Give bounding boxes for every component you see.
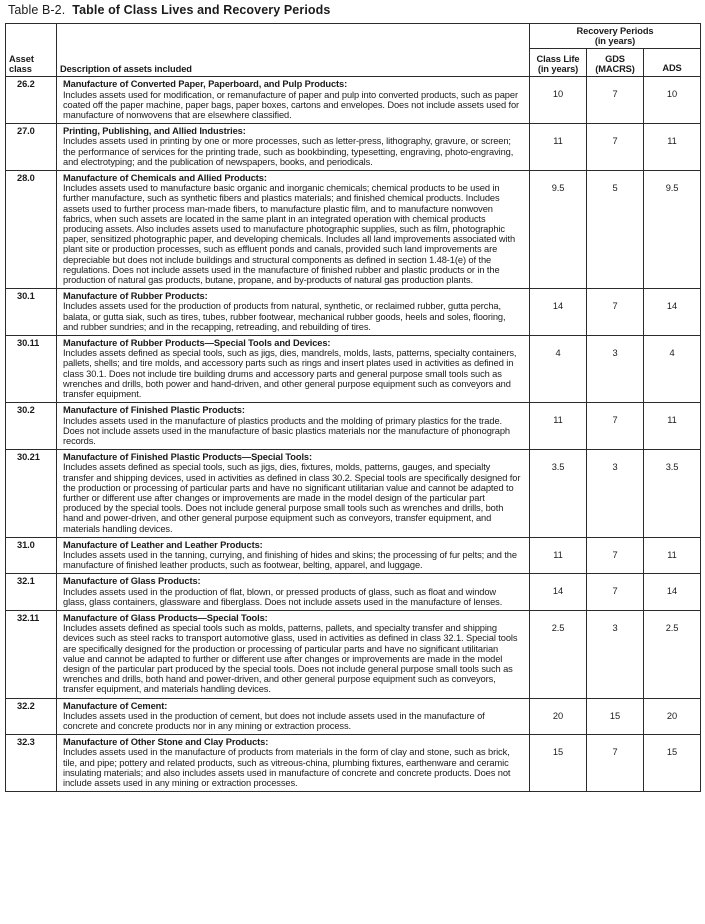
gds-value-cell: 5 <box>587 171 644 289</box>
table-row <box>6 336 701 403</box>
asset-category-title: Manufacture of Leather and Leather Products: <box>63 539 263 550</box>
table-row <box>6 698 701 735</box>
gds-value-cell: 15 <box>587 698 644 735</box>
ads-value-cell: 3.5 <box>644 450 701 538</box>
asset-description-text: Includes assets defined as special tools, such as jigs, dies, fixtures, molds, patterns, gauges, and specialty transfer and shipping devices, used in activities as defined in class 30.2. Special tools are specifically designed for the production or processing of particular parts and have no significant utilitarian value and cannot be adapted to further or different use after changes or improvements are made in the model design of the particular part produced by the special tools. Does not include general purpose small tools such as wrenches and drills, both hand and power-driven, and other general purpose equipment such as conveyors, transfer equipment, and materials handling devices. <box>63 462 521 534</box>
class-life-value-cell: 11 <box>530 403 587 450</box>
col-header-asset-class: Asset class <box>6 24 57 77</box>
gds-value-cell: 7 <box>587 574 644 611</box>
table-number-label: Table B-2. <box>8 3 66 17</box>
asset-category-title: Manufacture of Rubber Products: <box>63 291 208 302</box>
description-cell <box>57 171 530 289</box>
asset-category-title: Manufacture of Other Stone and Clay Products: <box>63 737 269 748</box>
ads-value-cell: 10 <box>644 77 701 124</box>
class-life-value-cell: 14 <box>530 289 587 336</box>
class-life-value-cell: 15 <box>530 735 587 792</box>
class-life-line2: (in years) <box>537 64 579 75</box>
ads-value-cell: 11 <box>644 537 701 574</box>
table-row <box>6 403 701 450</box>
asset-description-text: Includes assets used to manufacture basic organic and inorganic chemicals; chemical products to be used in further manufacture, such as synthetic fibers and plastics materials; and finished chemical products. Includes assets used to further process man-made fibers, to manufacture plastic film, and to manufacture nonwoven fabrics, when such assets are located in the same plant in an integrated operation with chemical products producing assets. Also includes assets used to manufacture photographic supplies, such as film, photographic paper, sensitized photographic paper, and developing chemicals. Includes all land improvements associated with plant site or production processes, such as effluent ponds and canals, provided such land improvements are depreciable but does not include buildings and structural components as defined in section 1.48-1(e) of the regulations. Does not include assets used in the manufacture of finished rubber and plastic products or in the production of natural gas products, butane, propane, and by-products of natural gas production plants. <box>63 183 516 286</box>
col-header-gds <box>587 49 644 77</box>
asset-class-cell: 30.1 <box>6 289 57 336</box>
class-life-value-cell: 9.5 <box>530 171 587 289</box>
description-cell <box>57 289 530 336</box>
table-row <box>6 735 701 792</box>
asset-class-cell: 32.1 <box>6 574 57 611</box>
gds-line1: GDS <box>605 54 625 64</box>
description-cell <box>57 735 530 792</box>
asset-description-text: Includes assets used for modification, or remanufacture of paper and pulp into converted products, such as paper coated off the paper machine, paper bags, paper boxes, cartons and envelopes. Does not include assets used for manufacture of nonwovens that are elsewhere classified. <box>63 89 520 121</box>
asset-category-title: Manufacture of Finished Plastic Products: <box>63 405 245 416</box>
class-life-line1: Class Life <box>536 54 580 64</box>
asset-description-text: Includes assets used in printing by one or more processes, such as letter-press, lithography, gravure, or screen; the performance of services for the printing trade, such as bookbinding, typesetting, engraving, photo-engraving, and electrotyping; and the publication of newspapers, books, and periodicals. <box>63 136 514 167</box>
asset-category-title: Manufacture of Glass Products—Special Tools: <box>63 612 268 623</box>
ads-value-cell: 14 <box>644 574 701 611</box>
asset-class-cell: 31.0 <box>6 537 57 574</box>
header-row-top <box>6 24 701 49</box>
table-body <box>6 77 701 792</box>
description-cell <box>57 450 530 538</box>
gds-value-cell: 3 <box>587 336 644 403</box>
col-header-recovery-periods <box>530 24 701 49</box>
gds-value-cell: 3 <box>587 450 644 538</box>
table-row <box>6 171 701 289</box>
page-title <box>8 3 701 18</box>
table-row <box>6 537 701 574</box>
asset-category-title: Manufacture of Chemicals and Allied Products: <box>63 173 267 184</box>
col-header-class-life <box>530 49 587 77</box>
description-cell <box>57 574 530 611</box>
asset-description-text: Includes assets defined as special tools such as molds, patterns, pallets, and specialty transfer and shipping devices such as steel racks to transport automotive glass, used in activities as defined in class 32.1. Special tools are specifically designed for the production or processing of particular parts and have no significant utilitarian value and cannot be adapted to further or different use after changes or improvements are made in the model design of the particular part produced by the special tools. Does not include general purpose small tools such as wrenches and drills, both hand and power-driven, and other general purpose equipment such as conveyors, transfer equipment, and materials handling devices. <box>63 623 518 695</box>
asset-class-cell: 30.11 <box>6 336 57 403</box>
asset-description-text: Includes assets used in the tanning, currying, and finishing of hides and skins; the processing of fur pelts; and the manufacture of finished leather products, such as footwear, belting, apparel, and luggage. <box>63 549 517 571</box>
table-row <box>6 124 701 171</box>
table-row <box>6 574 701 611</box>
ads-value-cell: 20 <box>644 698 701 735</box>
asset-class-cell: 32.3 <box>6 735 57 792</box>
ads-value-cell: 9.5 <box>644 171 701 289</box>
table-row <box>6 450 701 538</box>
asset-class-cell: 32.2 <box>6 698 57 735</box>
asset-category-title: Manufacture of Cement: <box>63 700 168 711</box>
table-row <box>6 289 701 336</box>
table-row <box>6 77 701 124</box>
ads-value-cell: 11 <box>644 403 701 450</box>
gds-value-cell: 7 <box>587 537 644 574</box>
class-life-value-cell: 11 <box>530 124 587 171</box>
description-cell <box>57 537 530 574</box>
class-life-value-cell: 20 <box>530 698 587 735</box>
gds-value-cell: 3 <box>587 610 644 698</box>
col-header-description: Description of assets included <box>57 24 530 77</box>
asset-description-text: Includes assets used in the manufacture of products from materials in the form of clay and stone, such as brick, tile, and pipe; pottery and related products, such as vitreous-china, plumbing fixtures, earthenware and ceramic insulating materials; and also includes assets used in manufacture of concrete and concrete products. Does not include assets used in any mining or extraction processes. <box>63 747 511 788</box>
asset-description-text: Includes assets used in the production of cement, but does not include assets used in the manufacture of concrete and concrete products nor in any mining or extraction process. <box>63 710 485 731</box>
ads-value-cell: 2.5 <box>644 610 701 698</box>
class-lives-recovery-table <box>5 23 701 792</box>
asset-description-text: Includes assets used in the production of flat, blown, or pressed products of glass, such as float and window glass, glass containers, glassware and fiberglass. Does not include assets used in the manufacture of lenses. <box>63 586 503 607</box>
description-cell <box>57 336 530 403</box>
description-cell <box>57 610 530 698</box>
asset-class-cell: 32.11 <box>6 610 57 698</box>
class-life-value-cell: 3.5 <box>530 450 587 538</box>
class-life-value-cell: 14 <box>530 574 587 611</box>
gds-value-cell: 7 <box>587 735 644 792</box>
recovery-periods-line2: (in years) <box>594 36 636 47</box>
description-cell <box>57 124 530 171</box>
gds-value-cell: 7 <box>587 124 644 171</box>
table-title-label: Table of Class Lives and Recovery Periods <box>72 3 331 17</box>
asset-category-title: Manufacture of Glass Products: <box>63 576 201 587</box>
class-life-value-cell: 4 <box>530 336 587 403</box>
class-life-value-cell: 11 <box>530 537 587 574</box>
ads-value-cell: 4 <box>644 336 701 403</box>
asset-category-title: Manufacture of Rubber Products—Special Tools and Devices: <box>63 338 331 349</box>
col-header-ads: ADS <box>644 49 701 77</box>
ads-value-cell: 11 <box>644 124 701 171</box>
table-row <box>6 610 701 698</box>
asset-class-cell: 30.2 <box>6 403 57 450</box>
gds-value-cell: 7 <box>587 77 644 124</box>
class-life-value-cell: 2.5 <box>530 610 587 698</box>
asset-class-cell: 26.2 <box>6 77 57 124</box>
ads-value-cell: 15 <box>644 735 701 792</box>
asset-class-cell: 28.0 <box>6 171 57 289</box>
ads-value-cell: 14 <box>644 289 701 336</box>
asset-class-cell: 30.21 <box>6 450 57 538</box>
recovery-periods-line1: Recovery Periods <box>576 26 654 36</box>
asset-description-text: Includes assets used in the manufacture of plastics products and the molding of primary plastics for the trade. Does not include assets used in the manufacture of basic plastics materials nor the manufacture of phonograph records. <box>63 415 510 446</box>
gds-value-cell: 7 <box>587 289 644 336</box>
description-cell <box>57 698 530 735</box>
description-cell <box>57 77 530 124</box>
asset-description-text: Includes assets defined as special tools, such as jigs, dies, mandrels, molds, lasts, patterns, specialty containers, pallets, shells; and tire molds, and accessory parts such as rings and insert plates used in activities as defined in class 30.1. Does not include tire building drums and accessory parts and general purpose small tools such as wrenches and drills, both power and hand-driven, and other general purpose equipment such as conveyors and transfer equipment. <box>63 348 517 400</box>
description-cell <box>57 403 530 450</box>
asset-class-cell: 27.0 <box>6 124 57 171</box>
asset-category-title: Printing, Publishing, and Allied Industries: <box>63 126 246 137</box>
asset-category-title: Manufacture of Finished Plastic Products—Special Tools: <box>63 452 313 463</box>
asset-description-text: Includes assets used for the production of products from natural, synthetic, or reclaimed rubber, gutta percha, balata, or gutta siak, such as tires, tubes, rubber footwear, mechanical rubber goods, heels and soles, flooring, and rubber sundries; and in the recapping, retreading, and rebuilding of tires. <box>63 301 506 332</box>
asset-category-title: Manufacture of Converted Paper, Paperboard, and Pulp Products: <box>63 79 348 90</box>
table-header <box>6 24 701 77</box>
gds-value-cell: 7 <box>587 403 644 450</box>
class-life-value-cell: 10 <box>530 77 587 124</box>
gds-line2: (MACRS) <box>595 64 635 75</box>
